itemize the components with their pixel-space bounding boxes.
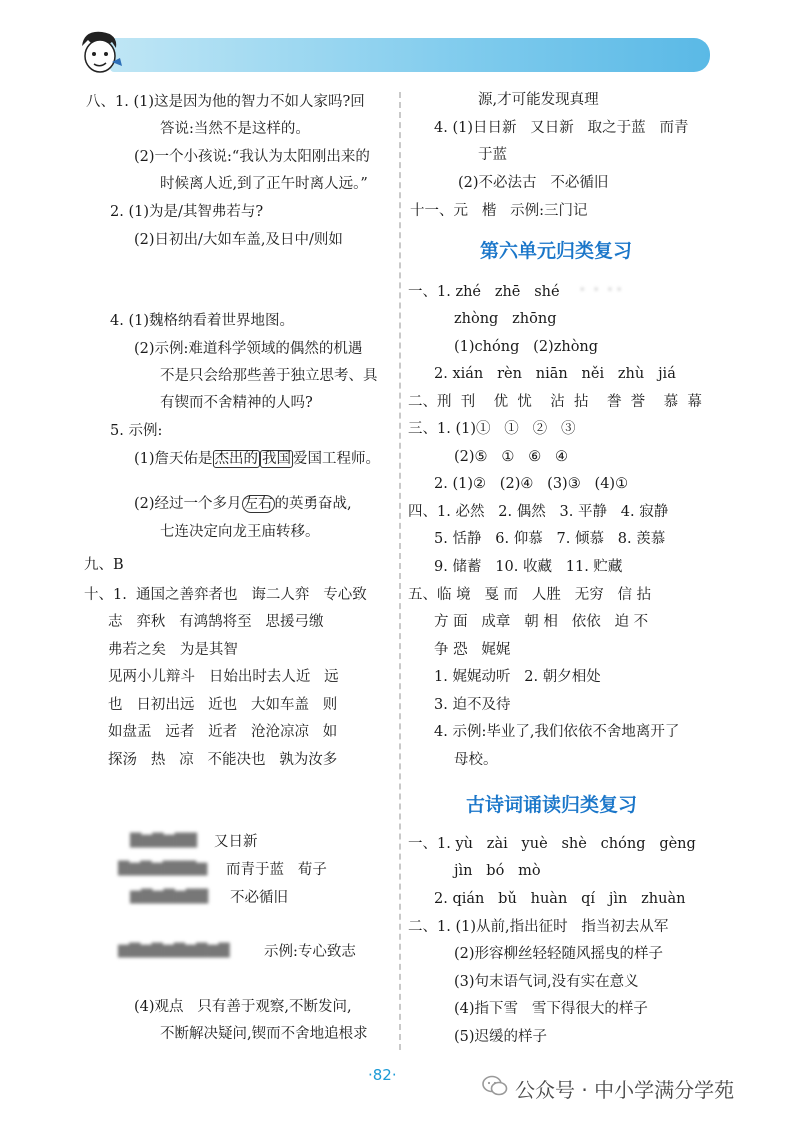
answer-line: (2)形容柳丝轻轻随风摇曳的样子 [454,946,664,962]
answer-line: 示例:专心致志 [264,944,356,960]
answer-line: 于蓝 [478,147,507,163]
smudged-text: · · · · [580,282,622,298]
circled-word: 左右 [243,496,273,512]
answer-line: (4)观点 只有善于观察,不断发问, [134,999,352,1015]
smudged-text: ▆▇▆▇▆▇▆▇▆▇ [118,942,230,958]
answer-line: 不必循旧 [230,890,288,906]
wechat-icon [482,1075,508,1097]
answer-line: (2)不必法古 不必循旧 [458,175,609,191]
answer-line: 9. 储蓄 10. 收藏 11. 贮藏 [434,559,623,575]
answer-line: 4. (1)日日新 又日新 取之于蓝 而青 [434,120,689,136]
section-title: 第六单元归类复习 [480,240,633,262]
answer-line: 2. xián rèn niān něi zhù jiá [434,366,676,382]
answer-line: 答说:当然不是这样的。 [160,121,310,137]
answer-line: 志 弈秋 有鸿鹄将至 思援弓缴 [108,614,324,630]
answer-line: (2)日初出/大如车盖,及日中/则如 [134,232,343,248]
boxed-word: 杰出的 [214,451,259,467]
answer-line: 5. 恬静 6. 仰慕 7. 倾慕 8. 羡慕 [434,531,666,547]
answer-line: (2)示例:难道科学领域的偶然的机遇 [134,341,363,357]
answer-line: 如盘盂 远者 近者 沧沧凉凉 如 [108,724,338,740]
answer-line: (2)一个小孩说:“我认为太阳刚出来的 [134,149,370,165]
answer-line: 弗若之矣 为是其智 [108,642,238,658]
column-divider [399,92,401,1050]
answer-line: 2. (1)为是/其智弗若与? [110,204,264,220]
answer-line: 三、1. (1)① ① ② ③ [408,421,576,437]
answer-line: 十、1. 通国之善弈者也 诲二人弈 专心致 [84,587,367,603]
answer-text: 的英勇奋战, [274,496,352,512]
answer-line: 八、1. (1)这是因为他的智力不如人家吗?回 [86,94,365,110]
watermark: 公众号 · 中小学满分学苑 [515,1078,735,1102]
answer-text: (1)詹天佑是 [134,451,213,467]
answer-text: 爱国工程师。 [293,451,381,467]
smudged-text: ▇▆▇▆▇▇ [130,832,197,848]
answer-line: 十一、元 楷 示例:三门记 [410,203,588,219]
answer-line: 4. 示例:毕业了,我们依依不舍地离开了 [434,724,680,740]
answer-line: zhòng zhōng [454,311,557,327]
answer-line: 方 面 成章 朝 相 依依 迫 不 [434,614,649,630]
answer-line: 而青于蓝 荀子 [226,862,327,878]
boxed-word: 我国 [262,451,292,467]
answer-line: 二、1. (1)从前,指出征时 指当初去从军 [408,919,669,935]
answer-line: 见两小儿辩斗 日始出时去人近 远 [108,669,339,685]
answer-line: 也 日初出远 近也 大如车盖 则 [108,697,338,713]
answer-line: (4)指下雪 雪下得很大的样子 [454,1001,648,1017]
answer-line: 5. 示例: [110,423,163,439]
answer-line: 时候离人近,到了正午时离人远。” [160,176,368,192]
answer-line: 四、1. 必然 2. 偶然 3. 平静 4. 寂静 [408,504,669,520]
answer-line: 有锲而不舍精神的人吗? [160,395,313,411]
answer-line: 一、1. zhé zhē shé [408,284,560,300]
answer-line: (2)⑤ ① ⑥ ④ [454,449,569,465]
answer-line: 1. 娓娓动听 2. 朝夕相处 [434,669,601,685]
answer-line: (5)迟缓的样子 [454,1029,548,1045]
answer-text: (2)经过一个多月 [134,496,242,512]
answer-line: 争 恐 娓娓 [434,642,511,658]
answer-line: 九、B [84,557,124,573]
smudged-text: ▇▆▇▆▇▇▇▆ [118,860,208,876]
answer-line: 探汤 热 凉 不能决也 孰为汝多 [108,752,338,768]
answer-line: 2. qián bǔ huàn qí jìn zhuàn [434,891,686,907]
answer-line: 3. 迫不及待 [434,697,511,713]
page-number: ·82· [368,1066,397,1084]
answer-line: 2. (1)② (2)④ (3)③ (4)① [434,476,629,492]
answer-line: 母校。 [454,752,498,768]
answer-line: 4. (1)魏格纳看着世界地图。 [110,313,294,329]
answer-line: jìn bó mò [454,863,541,879]
smudged-text: ▆▇▆▇▆▇▇ [130,888,209,904]
section-title: 古诗词诵读归类复习 [466,794,638,816]
answer-line: 不断解决疑问,锲而不舍地追根求 [160,1026,368,1042]
answer-line: 又日新 [214,834,258,850]
header-banner [110,38,710,72]
answer-line [134,449,380,469]
answer-line: (1)chóng (2)zhòng [454,339,599,355]
answer-line: (3)句末语气词,没有实在意义 [454,974,639,990]
answer-line: 不是只会给那些善于独立思考、具 [160,368,378,384]
answer-line: 源,才可能发现真理 [478,92,599,108]
answer-line [134,494,352,514]
answer-line: 一、1. yù zài yuè shè chóng gèng [408,836,696,852]
answer-line: 五、临 境 戛 而 人胜 无穷 信 拈 [408,587,652,603]
answer-line: 七连决定向龙王庙转移。 [160,524,320,540]
answer-line: 二、刑 刊 优 忧 沾 拈 誊 誉 慕 幕 [408,394,702,410]
boy-mascot-icon [76,28,124,78]
